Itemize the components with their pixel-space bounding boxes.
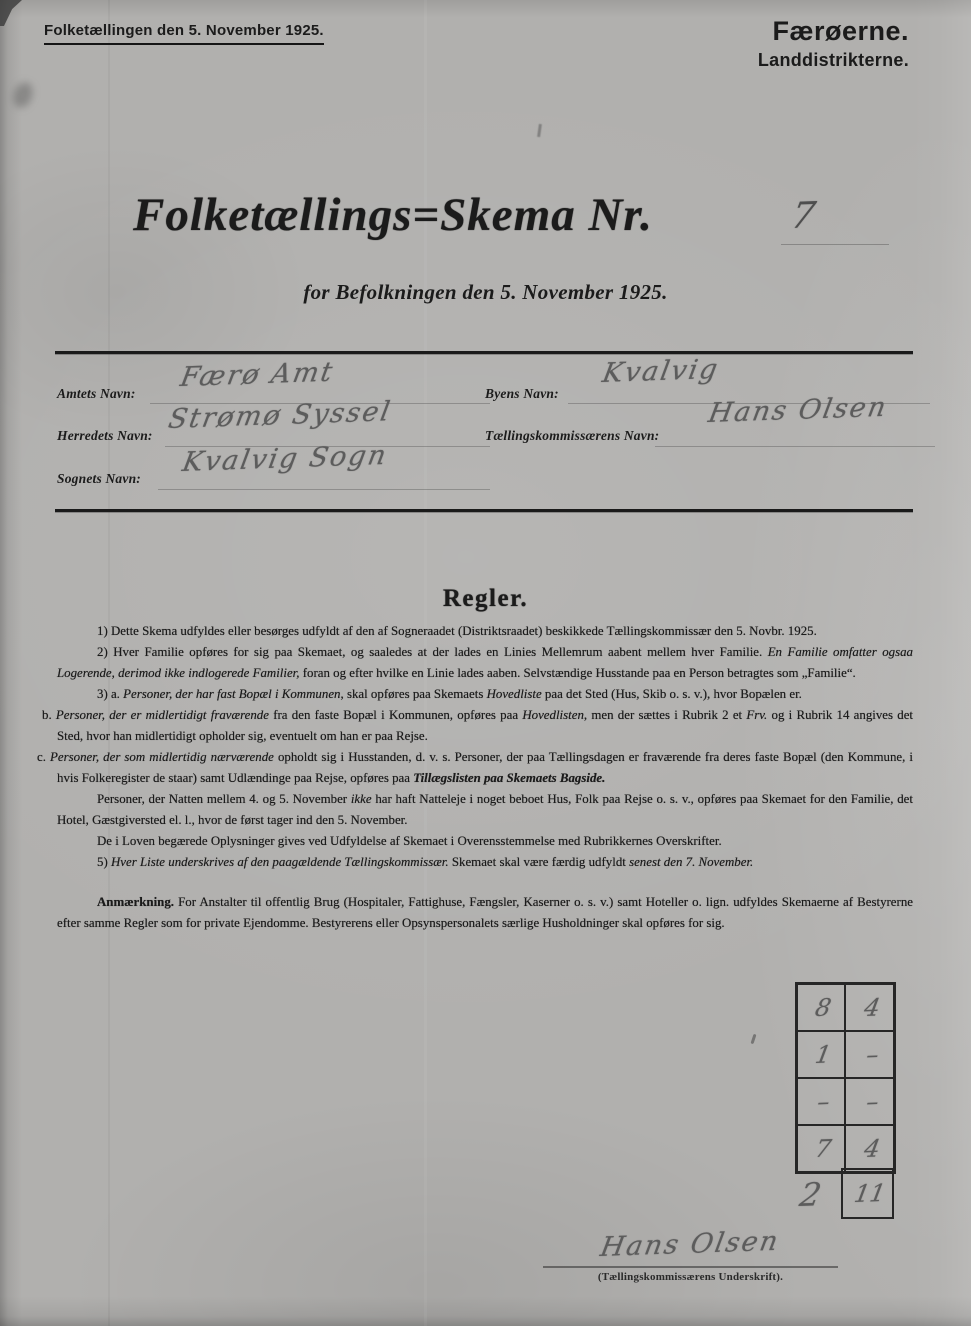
header-region [758,16,909,71]
rule-5-signature: 5) Hver Liste underskrives af den paagældende Tællingskommissær. Skemaet skal være færdig udfyldt senest den 7. November. [97,855,754,869]
header-census-date: Folketællingen den 5. November 1925. [44,22,324,45]
herredets-navn-value: Strømø Syssel [166,396,395,435]
herredets-navn-label: Herredets Navn: [57,428,153,443]
form-subtitle: for Befolkningen den 5. November 1925. [303,280,668,304]
rule-3c: c. Personer, der som midlertidig nærværende opholdt sig i Husstanden, d. v. s. Personer, der paa Tællingsdagen er fraværende fra deres faste Bopæl (den Kommune, i hvis Folkeregister de staar) samt Udlændinge paa Rejse, opføres paa Tillægslisten paa Skemaets Bagside. [37,750,914,785]
separator-line-top [55,351,913,354]
tally-value: 1 [813,1039,834,1069]
tally-cell [797,1031,845,1078]
tally-value: 4 [861,1133,883,1163]
tally-table [795,982,896,1214]
tally-value: 8 [813,992,834,1022]
tally-cell [845,1078,894,1125]
kommissaer-navn-value: Hans Olsen [706,391,891,429]
form-title-row [133,188,821,242]
tally-total-left-handwritten: 2 [797,1175,827,1214]
sognets-navn-line [158,489,490,490]
sognets-navn-label: Sognets Navn: [57,471,141,486]
schema-number-underline [781,244,889,245]
tally-cell [797,984,845,1031]
tally-value: 4 [861,992,883,1022]
remark-paragraph: Anmærkning. For Anstalter til offentlig Brug (Hospitaler, Fattighuse, Fængsler, Kaserner o. s. v.) samt Hoteller o. lign. udfyldes Skemaerne af Bestyrerne efter samme Regler som for private Ejendomme. Bestyrerens eller Opsynspersonalets særlige Husholdninger skal opføres for sig. [57,895,913,930]
rule-1: 1) Dette Skema udfyldes eller besørges udfyldt af den af Sogneraadet (Distriktsraadet) beskikkede Tællingskommissær den 5. Novbr. 1925. [97,624,817,638]
scan-corner-mark [0,0,22,26]
tally-cell [845,984,894,1031]
rule-2: 2) Hver Familie opføres for sig paa Skemaet, og saaledes at der lades en Linies Mellemrum aabent mellem hver Familie. En Familie omfatter ogsaa Logerende, derimod ikke indlogerede Familier, foran og efter hvilke en Linie lades aaben. Selvstændige Husstande paa en Person betragtes som „Familie“. [57,645,913,680]
rule-night-lodging: Personer, der Natten mellem 4. og 5. November ikke har haft Natteleje i noget beboet Hus, Folk paa Rejse o. s. v., opføres paa Skemaet for den Familie, det Hotel, Gæstgiversted el. l., hvor de først tager ind den 5. November. [57,792,913,827]
amtets-navn-label: Amtets Navn: [57,386,136,401]
signature-line [543,1266,838,1268]
scan-tick-artifact [751,1034,757,1044]
tally-cell [797,1125,845,1172]
schema-number-handwritten: 7 [788,195,821,237]
rule-3b: b. Personer, der er midlertidigt fraværende fra den faste Bopæl i Kommunen, opføres paa Hovedlisten, men der sættes i Rubrik 2 et Frv. og i Rubrik 14 angives det Sted, hvor han midlertidigt opholder sig, eventuelt om han er paa Rejse. [42,708,914,743]
tally-value: – [863,1087,881,1116]
tally-value: 11 [852,1178,888,1208]
tally-total-cell [841,1168,894,1219]
tally-cell [845,1125,894,1172]
tally-cell [845,1031,894,1078]
tally-cell [797,1078,845,1125]
commissioner-signature: Hans Olsen [598,1225,783,1263]
separator-line-bottom [55,509,913,512]
scan-smudge [10,80,36,111]
tally-value: – [863,1040,881,1069]
kommissaer-navn-line [655,446,935,447]
byens-navn-value: Kvalvig [600,353,722,389]
header-region-name: Færøerne. [772,16,909,46]
tally-grid [795,982,896,1174]
kommissaer-navn-label: Tællingskommissærens Navn: [485,428,660,443]
tally-value: 7 [813,1133,834,1163]
tally-value: – [815,1087,833,1116]
sognets-navn-value: Kvalvig Sogn [180,439,391,478]
rule-law-information: De i Loven begærede Oplysninger gives ved Udfyldelse af Skemaet i Overensstemmelse med Rubrikkernes Overskrifter. [97,834,722,848]
amtets-navn-value: Færø Amt [178,356,337,393]
rule-3a: 3) a. Personer, der har fast Bopæl i Kommunen, skal opføres paa Skemaets Hovedliste paa det Sted (Hus, Skib o. s. v.), hvor Bopælen er. [97,687,802,701]
rules-heading: Regler. [442,585,529,612]
header-district-type: Landdistrikterne. [757,50,909,70]
scan-dash-artifact [537,124,542,137]
form-title: Folketællings=Skema Nr. [133,189,653,241]
rules-text-block [37,621,914,934]
byens-navn-label: Byens Navn: [485,386,559,401]
signature-caption: (Tællingskommissærens Underskrift). [597,1271,784,1283]
